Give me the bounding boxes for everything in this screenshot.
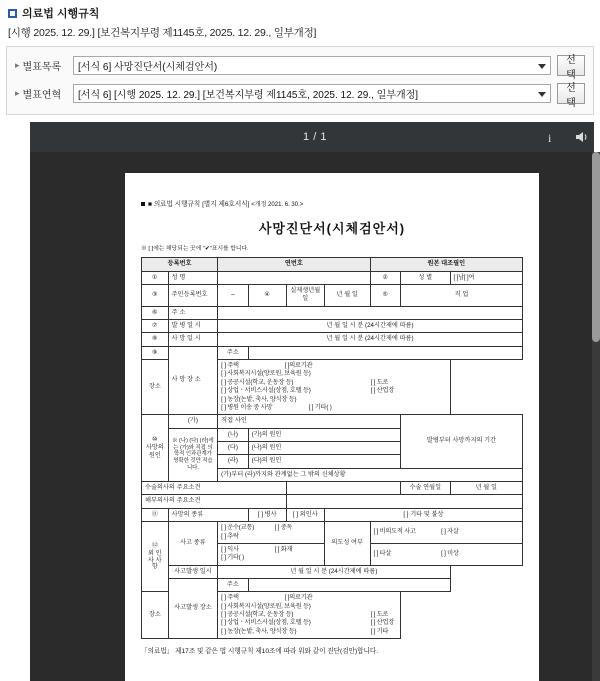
death-kind-option[interactable]: [ ] 병사 xyxy=(248,508,286,521)
accident-place-option[interactable]: [ ] 주택 xyxy=(221,594,239,602)
accident-place-option[interactable]: [ ]의료기관 xyxy=(284,594,313,602)
intent-option[interactable]: [ ] 타살 xyxy=(373,550,392,558)
place-option[interactable]: [ ] 상업ㆍ서비스시설(상점, 호텔 등) xyxy=(221,387,311,395)
cause-label-text: 사망의 원인 xyxy=(145,444,164,460)
scrollbar-thumb[interactable] xyxy=(592,152,600,342)
death-place-label: 사 망 장 소 xyxy=(168,346,218,415)
table-row xyxy=(142,258,523,271)
form-revision: <개정 2021. 6. 30.> xyxy=(251,202,304,208)
regno-header: 등록번호 xyxy=(142,258,218,271)
law-header xyxy=(0,0,600,24)
law-effective-date: [시행 2025. 12. 29.] [보건복지부령 제1145호, 2025. 12. 29., 일부개정] xyxy=(8,27,317,39)
place-option[interactable]: [ ] 병원 이송 중 사망 xyxy=(221,403,273,411)
appendix-list-label xyxy=(15,58,67,73)
accident-option[interactable]: [ ] 추락 xyxy=(221,532,239,540)
table-row xyxy=(142,565,523,578)
place-option[interactable]: [ ] 공공시설(학교, 운동장 등) xyxy=(221,378,294,386)
accident-option[interactable]: [ ] 중독 xyxy=(274,524,293,532)
row-value: 년 월 일 시 분 (24시간제에 따름) xyxy=(218,333,523,346)
table-row xyxy=(142,522,523,544)
row-no: ⑦ xyxy=(142,320,169,333)
appendix-history-row xyxy=(15,82,585,109)
accident-place-option[interactable]: [ ] 상업ㆍ서비스시설(상점, 호텔 등) xyxy=(221,619,311,627)
accident-place-option[interactable]: [ ] 산업장 xyxy=(370,619,395,627)
accident-place-type-label: 장소 xyxy=(142,592,169,639)
surgery-date-label: 수술 연월일 xyxy=(401,482,451,495)
cause-no-text: ⑩ xyxy=(152,435,158,443)
accident-place-addr-value xyxy=(248,578,450,591)
cause-value: (다)의 원인 xyxy=(248,455,400,468)
accident-kind-options-row1 xyxy=(218,522,325,544)
row-label: 주 소 xyxy=(168,306,218,319)
accident-place-option[interactable]: [ ] 도로 xyxy=(370,611,389,619)
square-marker-icon xyxy=(141,202,145,206)
accident-option[interactable]: [ ] 기타( ) xyxy=(221,554,245,562)
row-no: ① xyxy=(142,271,169,284)
form-footer-note: 「의료법」 제17조 및 같은 법 시행규칙 제10조에 따라 위와 같이 진단(검안)합니다. xyxy=(141,648,379,656)
row-label: 직 업 xyxy=(401,284,523,306)
intent-option[interactable]: [ ] 자살 xyxy=(441,528,459,536)
death-place-no: ⑨ xyxy=(142,346,169,359)
pdf-viewer xyxy=(30,122,600,681)
table-row xyxy=(142,306,523,319)
cause-value: (나)의 원인 xyxy=(248,442,400,455)
intent-options-row2 xyxy=(370,543,522,565)
death-kind-no: ⑪ xyxy=(142,508,169,521)
appendix-list-select-button[interactable]: 선택 xyxy=(557,55,585,76)
form-title: 사망진단서(시체검안서) xyxy=(258,220,406,236)
table-row xyxy=(142,320,523,333)
cause-value: 직접 사인 xyxy=(218,415,401,428)
intent-label: 의도성 여부 xyxy=(324,522,370,565)
table-row xyxy=(142,271,523,284)
row-value xyxy=(218,271,370,284)
row-label: 주민등록번호 xyxy=(168,284,218,306)
place-option[interactable]: [ ] 농장(논밭, 축사, 양식장 등) xyxy=(221,395,297,403)
place-option[interactable]: [ ]의료기관 xyxy=(284,362,313,370)
autopsy-label: 해부의사의 주요소견 xyxy=(142,495,287,508)
place-option[interactable]: [ ] 사회복지시설(양로원, 보육원 등) xyxy=(221,370,311,378)
form-table xyxy=(141,257,523,639)
accident-datetime-label: 사고발생 일시 xyxy=(168,565,218,578)
form-source-line xyxy=(141,201,523,210)
death-kind-option[interactable]: [ ] 외인사 xyxy=(286,508,324,521)
accident-option[interactable]: [ ] 운수(교통) xyxy=(221,524,255,532)
cause-key: (라) xyxy=(218,455,248,468)
autopsy-value xyxy=(286,495,522,508)
vertical-scrollbar[interactable] xyxy=(592,152,600,681)
row-label: 성 별 xyxy=(401,271,451,284)
intent-option[interactable]: [ ] 비의도적 사고 xyxy=(373,528,416,536)
pdf-toolbar xyxy=(30,122,600,152)
table-row xyxy=(142,508,523,521)
death-place-type-label: 장소 xyxy=(142,360,169,415)
pdf-document-area[interactable] xyxy=(30,152,600,681)
appendix-list-select[interactable] xyxy=(73,56,551,75)
accident-option[interactable]: [ ] 화재 xyxy=(274,545,293,553)
appendix-list-label-text: 별표목록 xyxy=(22,62,62,73)
place-option[interactable]: [ ] 주택 xyxy=(221,362,239,370)
intent-options-row1 xyxy=(370,522,522,544)
original-check-header: 원본 대조필인 xyxy=(370,258,522,271)
table-row xyxy=(142,284,523,306)
document-page xyxy=(125,173,539,681)
row-label: 발 병 일 시 xyxy=(168,320,218,333)
cause-no xyxy=(142,415,169,482)
cause-key: (나) xyxy=(218,428,248,441)
row-dash: – xyxy=(218,284,248,306)
cause-key: (다) xyxy=(218,442,248,455)
square-bullet-icon xyxy=(8,9,17,18)
cause-other: (가)부터 (라)까지와 관계없는 그 밖의 신체상황 xyxy=(218,468,523,481)
external-label-text: 외 인 사 사 항 xyxy=(147,549,162,571)
intent-option[interactable]: [ ] 미상 xyxy=(441,550,459,558)
row-value: [ ]남[ ]여 xyxy=(450,271,522,284)
cause-key: (가) xyxy=(168,415,218,428)
serialno-header: 연번호 xyxy=(218,258,370,271)
place-option[interactable]: [ ] 기타( ) xyxy=(308,403,332,411)
accident-place-addr-label: 주소 xyxy=(218,578,248,591)
table-row xyxy=(142,578,523,591)
appendix-history-value: [서식 6] [시행 2025. 12. 29.] [보건복지부령 제1145호, 2025. 12. 29., 일부개정] xyxy=(78,90,419,101)
cause-period-label: 발병부터 사망까지의 기간 xyxy=(401,415,523,468)
appendix-list-row xyxy=(15,54,585,81)
death-kind-label: 사망의 종류 xyxy=(168,508,248,521)
chevron-down-icon[interactable] xyxy=(538,64,546,69)
row-no: ② xyxy=(370,271,400,284)
accident-place-option[interactable]: [ ] 농장(논밭, 축사, 양식장 등) xyxy=(221,627,297,635)
bullet-icon: ▸ xyxy=(15,88,20,98)
row-value: 년 월 일 xyxy=(324,284,370,306)
form-note: ※ [ ]에는 해당되는 곳에 "✔"표시를 합니다. xyxy=(141,246,249,253)
page-indicator: 1 / 1 xyxy=(303,131,327,143)
row-value xyxy=(218,306,523,319)
row-value: 년 월 일 시 분 (24시간제에 따름) xyxy=(218,320,523,333)
selector-panel xyxy=(6,46,594,115)
death-place-addr-value xyxy=(248,346,522,359)
place-option[interactable]: [ ] 도로 xyxy=(370,378,389,386)
accident-place-option[interactable]: [ ] 공공시설(학교, 운동장 등) xyxy=(221,611,294,619)
svg-text:i: i xyxy=(548,130,552,144)
appendix-list-value: [서식 6] 사망진단서(시체검안서) xyxy=(78,62,218,73)
row-no: ③ xyxy=(142,284,169,306)
volume-icon[interactable] xyxy=(574,130,590,144)
row-no: ⑧ xyxy=(142,333,169,346)
table-row xyxy=(142,333,523,346)
form-source-text: ■ 의료법 시행규칙 [별지 제6호서식] xyxy=(148,201,250,208)
table-row xyxy=(142,415,523,428)
accident-option[interactable]: [ ] 익사 xyxy=(221,545,239,553)
external-no xyxy=(142,522,169,592)
accident-datetime-value: 년 월 일 시 분 (24시간제에 따름) xyxy=(218,565,450,578)
chevron-down-icon[interactable] xyxy=(538,92,546,97)
appendix-history-select[interactable] xyxy=(73,84,551,103)
bullet-icon: ▸ xyxy=(15,60,20,70)
surgery-date-value: 년 월 일 xyxy=(450,482,522,495)
appendix-history-label xyxy=(15,86,67,101)
place-option[interactable]: [ ] 산업장 xyxy=(370,387,395,395)
page-title: 의료법 시행규칙 xyxy=(22,8,100,20)
cause-note: ※ (나) (다) (라)에는 (가)와 직접 의학적 인과관계가 명확한 것만 적습니다. xyxy=(168,428,218,481)
toolbar-edge xyxy=(594,122,600,152)
death-place-addr-label: 주소 xyxy=(218,346,248,359)
accident-kind-label: 사고 종류 xyxy=(168,522,218,565)
accident-kind-options-row2 xyxy=(218,543,325,565)
table-row xyxy=(142,346,523,359)
accident-place-label: 사고발생 장소 xyxy=(168,578,218,638)
table-row xyxy=(142,482,523,495)
row-label: 실제생년월일 xyxy=(286,284,324,306)
accident-place-option[interactable]: [ ] 기타 xyxy=(370,627,389,635)
appendix-history-select-button[interactable]: 선택 xyxy=(557,83,585,104)
row-no: ④ xyxy=(248,284,286,306)
table-row xyxy=(142,495,523,508)
death-kind-option[interactable]: [ ] 기타 및 불상 xyxy=(324,508,522,521)
external-no-text: ⑫ xyxy=(151,542,158,550)
row-no: ⑤ xyxy=(370,284,400,306)
death-place-options xyxy=(218,360,450,415)
accident-place-option[interactable]: [ ] 사회복지시설(양로원, 보육원 등) xyxy=(221,602,311,610)
cause-value: (가)의 원인 xyxy=(248,428,400,441)
row-label: 사 망 일 시 xyxy=(168,333,218,346)
appendix-history-label-text: 별표연혁 xyxy=(22,90,62,101)
surgery-blank xyxy=(286,482,400,495)
row-label: 성 명 xyxy=(168,271,218,284)
row-no: ⑥ xyxy=(142,306,169,319)
accident-place-options xyxy=(218,592,401,639)
toolbar-right-group xyxy=(545,122,600,152)
surgery-label: 수술의사의 주요소견 xyxy=(142,482,287,495)
info-icon[interactable] xyxy=(545,131,556,144)
